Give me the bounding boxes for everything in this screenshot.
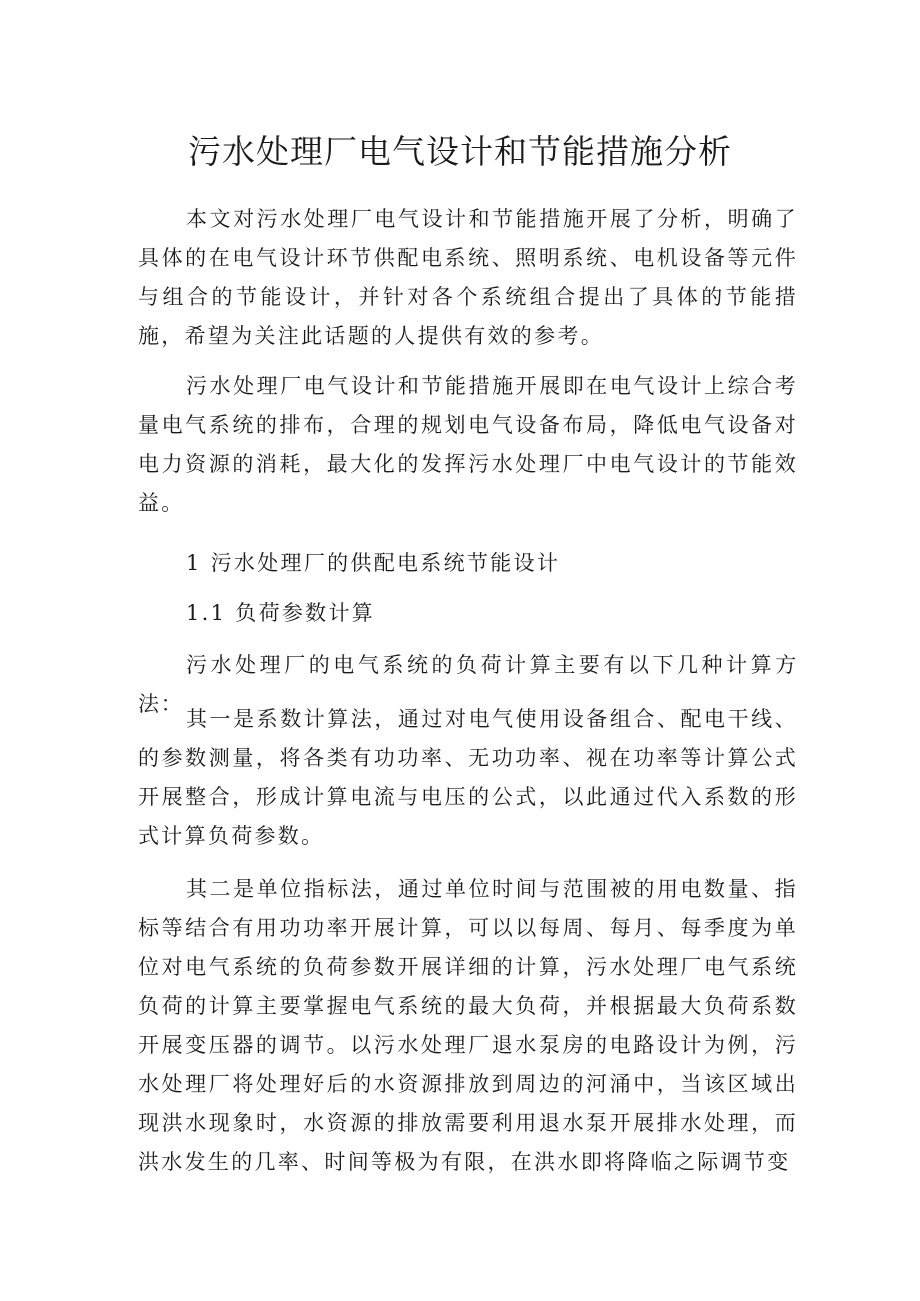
section-heading: 1 污水处理厂的供配电系统节能设计 xyxy=(186,551,561,575)
document-title: 污水处理厂电气设计和节能措施分析 xyxy=(188,132,732,171)
methods-intro-paragraph: 污水处理厂的电气系统的负荷计算主要有以下几种计算方法： xyxy=(138,653,798,716)
unit-index-method-paragraph: 其二是单位指标法，通过单位时间与范围被的用电数量、指标等结合有用功功率开展计算，可以以每周、每月、每季度为单位对电气系统的负荷参数开展详细的计算，污水处理厂电气系统负荷的计算主要掌握电气系统的最大负荷，并根据最大负荷系数开展变压器的调节。以污水处理厂退水泵房的电路设计为例，污水处理厂将处理好后的水资源排放到周边的河涌中，当该区域出现洪水现象时，水资源的排放需要利用退水泵开展排水处理，而洪水发生的几率、时间等极为有限，在洪水即将降临之际调节变 xyxy=(138,877,798,1174)
abstract-paragraph: 本文对污水处理厂电气设计和节能措施开展了分析，明确了具体的在电气设计环节供配电系统、照明系统、电机设备等元件与组合的节能设计，并针对各个系统组合提出了具体的节能措施，希望为关注此话题的人提供有效的参考。 xyxy=(138,207,798,348)
coefficient-method-paragraph: 其一是系数计算法，通过对电气使用设备组合、配电干线、的参数测量，将各类有功功率、无功功率、视在功率等计算公式开展整合，形成计算电流与电压的公式，以此通过代入系数的形式计算负荷参数。 xyxy=(138,707,798,848)
intro-paragraph: 污水处理厂电气设计和节能措施开展即在电气设计上综合考量电气系统的排布，合理的规划电气设备布局，降低电气设备对电力资源的消耗，最大化的发挥污水处理厂中电气设计的节能效益。 xyxy=(138,374,798,515)
subsection-heading: 1.1 负荷参数计算 xyxy=(186,601,376,625)
